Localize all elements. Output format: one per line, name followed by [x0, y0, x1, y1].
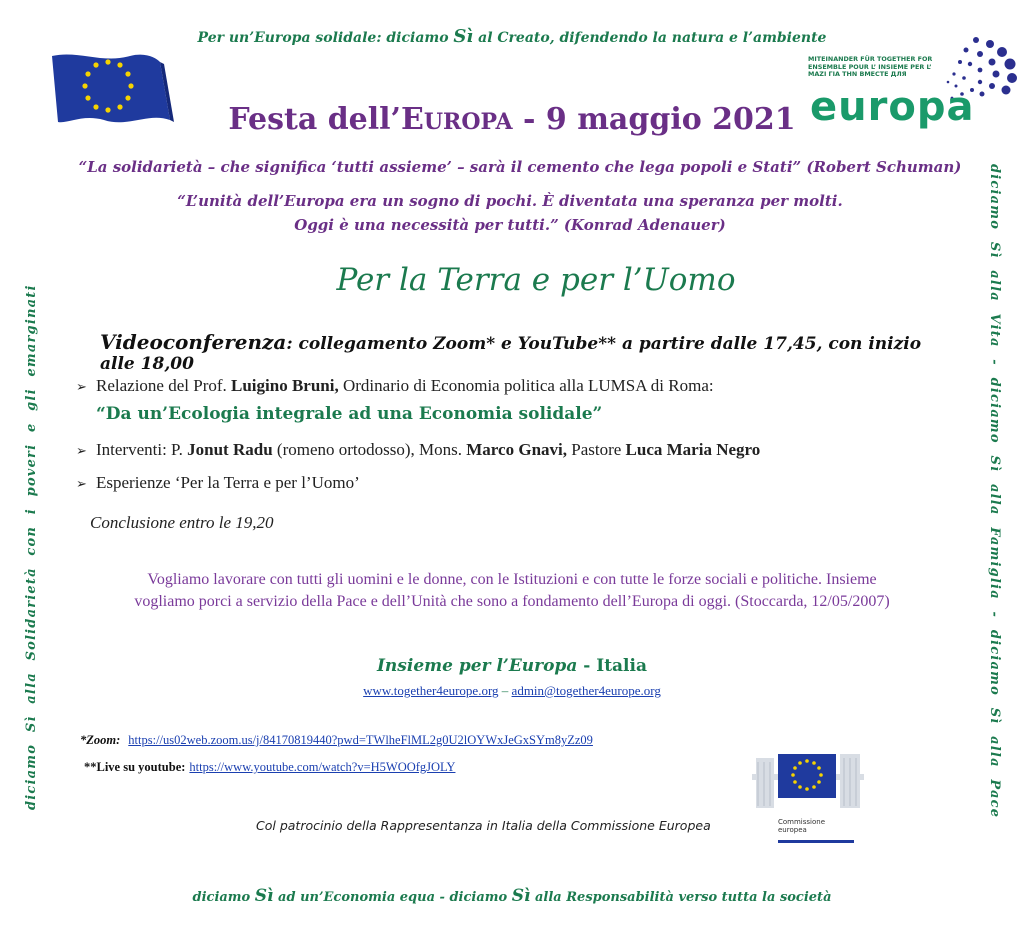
- zoom-info: [80, 733, 593, 748]
- youtube-link[interactable]: https://www.youtube.com/watch?v=H5WOOfgJOLY: [189, 760, 456, 774]
- commission-underline: [778, 840, 854, 843]
- video-lead: Videoconferenza: [100, 330, 287, 354]
- speaker-name: Marco Gnavi,: [466, 440, 567, 459]
- organizer-name: [0, 656, 1024, 676]
- logo-text-line: ΜΑΖΙ ΓΙΑ ΤΗΝ ВМЕСТЕ ДЛЯ: [808, 70, 907, 79]
- videoconference-info: [100, 330, 940, 374]
- bullet-text: (romeno ortodosso), Mons.: [272, 440, 467, 459]
- footer-text: ad un’Economia equa - diciamo: [273, 890, 512, 905]
- bullet-text: Interventi: P.: [96, 440, 188, 459]
- commission-logo-text: [778, 818, 825, 834]
- quote-line: “L’unità dell’Europa era un sogno di pochi. È diventata una speranza per molti.: [177, 192, 843, 210]
- logo-text-line: ENSEMBLE POUR L’ INSIEME PER L’: [808, 62, 932, 71]
- tagline-text-1: Per un’Europa solidale: diciamo: [197, 30, 454, 46]
- title-part: - 9 maggio 2021: [512, 102, 796, 137]
- stuttgart-statement: [40, 569, 984, 613]
- commission-text-line: europea: [778, 826, 807, 834]
- talk-title: “Da un’Ecologia integrale ad una Economia solidale”: [96, 404, 603, 424]
- page-title: [0, 102, 1024, 137]
- bullet-text: Ordinario di Economia politica alla LUMSA di Roma:: [338, 376, 714, 395]
- arrow-bullet-icon: ➢: [76, 477, 87, 492]
- bottom-tagline: [0, 886, 1024, 906]
- logo-multilingual-text: [808, 56, 938, 79]
- footer-si: Sì: [254, 886, 274, 906]
- zoom-label: *Zoom:: [80, 733, 121, 747]
- quote-line: Oggi è una necessità per tutti.” (Konrad Adenauer): [294, 216, 726, 234]
- email-link[interactable]: admin@together4europe.org: [511, 683, 661, 698]
- arrow-bullet-icon: ➢: [76, 444, 87, 459]
- logo-text-line: MITEINANDER FÜR TOGETHER FOR: [808, 55, 933, 63]
- organizer-country: - Italia: [577, 656, 647, 676]
- right-side-tagline: diciamo Sì alla Vita - diciamo Sì alla Famiglia - diciamo Sì alla Pace: [987, 164, 1002, 819]
- commission-text-line: Commissione: [778, 818, 826, 826]
- schuman-quote: “La solidarietà – che significa ‘tutti assieme’ – sarà il cemento che lega popoli e Stati” (Robert Schuman): [78, 158, 962, 176]
- logo-wordmark: europa: [810, 84, 975, 130]
- european-commission-logo: [752, 744, 864, 848]
- tagline-text-2: al Creato, difendendo la natura e l’ambiente: [473, 30, 827, 46]
- video-details: : collegamento Zoom* e YouTube** a partire dalle 17,45, con inizio alle 18,00: [100, 334, 922, 374]
- adenauer-quote: [80, 189, 940, 237]
- separator: –: [498, 683, 512, 698]
- program-item-interventi: [76, 440, 760, 460]
- patronage-note: Col patrocinio della Rappresentanza in Italia della Commissione Europea: [256, 818, 711, 833]
- footer-text: alla Responsabilità verso tutta la società: [530, 890, 832, 905]
- title-part: Festa dell’E: [228, 102, 424, 137]
- speaker-name: Luca Maria Negro: [625, 440, 761, 459]
- title-part: UROPA: [423, 109, 513, 135]
- organizer-contacts: [0, 683, 1024, 699]
- youtube-label: **Live su youtube:: [84, 760, 186, 774]
- left-side-tagline: diciamo Sì alla Solidarietà con i poveri e gli emarginati: [24, 284, 39, 810]
- bullet-text: Pastore: [567, 440, 626, 459]
- conclusion-time: Conclusione entro le 19,20: [90, 513, 274, 532]
- statement-line: Vogliamo lavorare con tutti gli uomini e le donne, con le Istituzioni e con tutte le forze sociali e politiche. Insieme: [147, 571, 877, 588]
- bullet-text: Esperienze ‘Per la Terra e per l’Uomo’: [96, 473, 360, 492]
- zoom-link[interactable]: https://us02web.zoom.us/j/84170819440?pwd=TWlheFlML2g0U2lOYWxJeGxSYm8yZz09: [128, 733, 593, 747]
- speaker-name: Luigino Bruni,: [231, 376, 339, 395]
- commission-building-icon: [752, 744, 864, 816]
- program-item-esperienze: [76, 473, 360, 493]
- website-link[interactable]: www.together4europe.org: [363, 683, 499, 698]
- bullet-text: Relazione del Prof.: [96, 376, 232, 395]
- organizer-name-italic: Insieme per l’Europa: [376, 656, 578, 676]
- event-subtitle: Per la Terra e per l’Uomo: [336, 262, 736, 298]
- statement-line: vogliamo porci a servizio della Pace e dell’Unità che sono a fondamento dell’Europa di oggi. (Stoccarda, 12/05/2007): [134, 593, 890, 610]
- tagline-si: Sì: [453, 26, 474, 47]
- speaker-name: Jonut Radu: [187, 440, 273, 459]
- arrow-bullet-icon: ➢: [76, 380, 87, 395]
- footer-si: Sì: [511, 886, 531, 906]
- program-item-relazione: [76, 376, 714, 396]
- footer-text: diciamo: [192, 890, 255, 905]
- youtube-info: [84, 760, 455, 775]
